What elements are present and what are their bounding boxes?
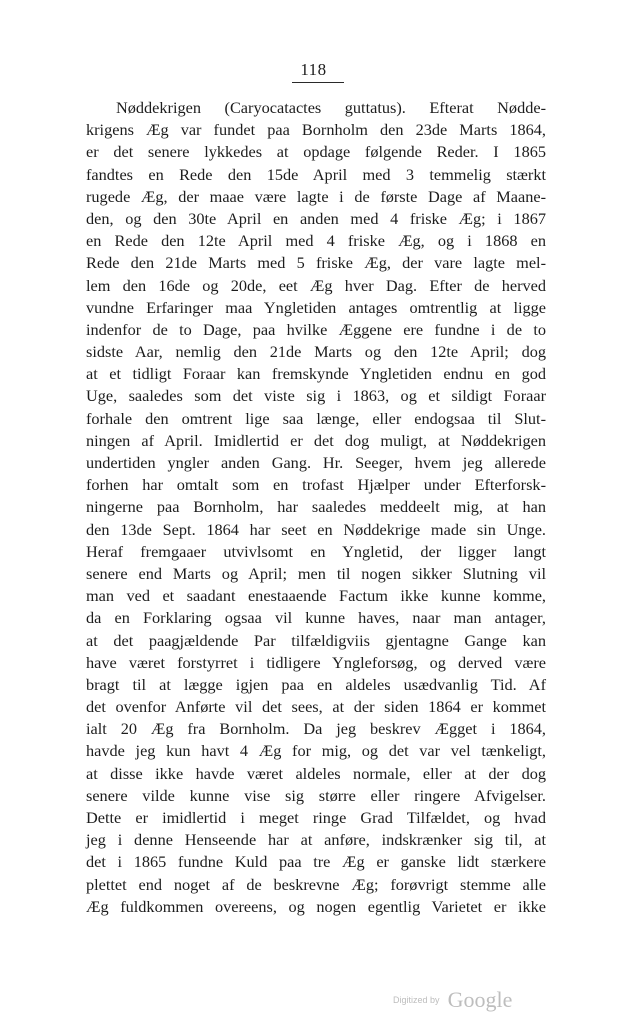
text-line: den, og den 30te April en anden med 4 friske Æg; i 1867: [86, 208, 546, 228]
google-logo: Google: [447, 987, 513, 1012]
text-line: plettet end noget af de beskrevne Æg; forøvrigt stemme alle: [86, 874, 546, 894]
text-line: forhale den omtrent lige saa længe, eller endogsaa til Slut-: [86, 408, 546, 428]
text-line: vundne Erfaringer maa Yngletiden antages omtrentlig at ligge: [86, 297, 546, 317]
text-line: lem den 16de og 20de, eet Æg hver Dag. Efter de herved: [86, 275, 546, 295]
text-line: krigens Æg var fundet paa Bornholm den 23de Marts 1864,: [86, 120, 546, 140]
text-line: Dette er imidlertid i meget ringe Grad Tilfældet, og hvad: [86, 808, 546, 827]
watermark-prefix: Digitized by: [393, 995, 440, 1005]
text-line: havde jeg kun havt 4 Æg for mig, og det var vel tænkeligt,: [86, 741, 546, 761]
text-line: da en Forklaring ogsaa vil kunne haves, naar man antager,: [86, 608, 546, 628]
body-text: [86, 97, 546, 918]
text-line: at disse ikke havde været aldeles normale, eller at der dog: [86, 763, 546, 783]
text-line: er det senere lykkedes at opdage følgende Reder. I 1865: [86, 142, 546, 162]
text-line: Heraf fremgaaer utvivlsomt en Yngletid, der ligger langt: [86, 541, 546, 561]
text-line: Uge, saaledes som det viste sig i 1863, og et sildigt Foraar: [86, 386, 546, 406]
text-line: en Rede den 12te April med 4 friske Æg, og i 1868 en: [86, 231, 546, 251]
text-line: indenfor de to Dage, paa hvilke Æggene ere fundne i de to: [86, 319, 546, 339]
text-line: det ovenfor Anførte vil det sees, at der siden 1864 er kommet: [86, 697, 546, 717]
text-line: det i 1865 fundne Kuld paa tre Æg er ganske lidt stærkere: [86, 852, 546, 872]
text-line: rugede Æg, der maae være lagte i de første Dage af Maane-: [86, 186, 546, 206]
text-line: Æg fuldkommen overeens, og nogen egentlig Varietet er ikke: [86, 896, 546, 916]
text-line: fandtes en Rede den 15de April med 3 temmelig stærkt: [86, 164, 546, 184]
text-line: senere end Marts og April; men til nogen sikker Slutning vil: [86, 563, 546, 583]
text-line: jeg i denne Henseende har at anføre, indskrænker sig til, at: [86, 830, 546, 850]
page-number: 118: [300, 60, 327, 79]
text-line: forhen har omtalt som en trofast Hjælper under Efterforsk-: [86, 475, 546, 495]
text-line: ningen af April. Imidlertid er det dog muligt, at Nøddekrigen: [86, 430, 546, 450]
text-line: at et tidligt Foraar kan fremskynde Yngletiden endnu en god: [86, 364, 546, 384]
page-number-underline: [292, 82, 344, 83]
text-line: Rede den 21de Marts med 5 friske Æg, der vare lagte mel-: [86, 253, 546, 273]
text-line: den 13de Sept. 1864 har seet en Nøddekrige made sin Unge.: [86, 519, 546, 539]
text-line: senere vilde kunne vise sig større eller ringere Afvigelser.: [86, 785, 546, 805]
digitized-by-google-watermark: [393, 987, 512, 1013]
text-line: have været forstyrret i tidligere Yngleforsøg, og derved være: [86, 652, 546, 672]
text-line: at det paagjældende Par tilfældigviis gjentagne Gange kan: [86, 630, 546, 650]
text-line: undertiden yngler anden Gang. Hr. Seeger, hvem jeg allerede: [86, 453, 546, 472]
text-line: Nøddekrigen (Caryocatactes guttatus). Efterat Nødde-: [116, 98, 546, 117]
text-line: sidste Aar, nemlig den 21de Marts og den 12te April; dog: [86, 342, 546, 362]
text-line: man ved et saadant enestaaende Factum ikke kunne komme,: [86, 586, 546, 606]
text-line: ialt 20 Æg fra Bornholm. Da jeg beskrev Ægget i 1864,: [86, 719, 546, 739]
text-line: bragt til at lægge igjen paa en aldeles usædvanlig Tid. Af: [86, 674, 546, 694]
text-line: ningerne paa Bornholm, har saaledes meddeelt mig, at han: [86, 497, 546, 517]
